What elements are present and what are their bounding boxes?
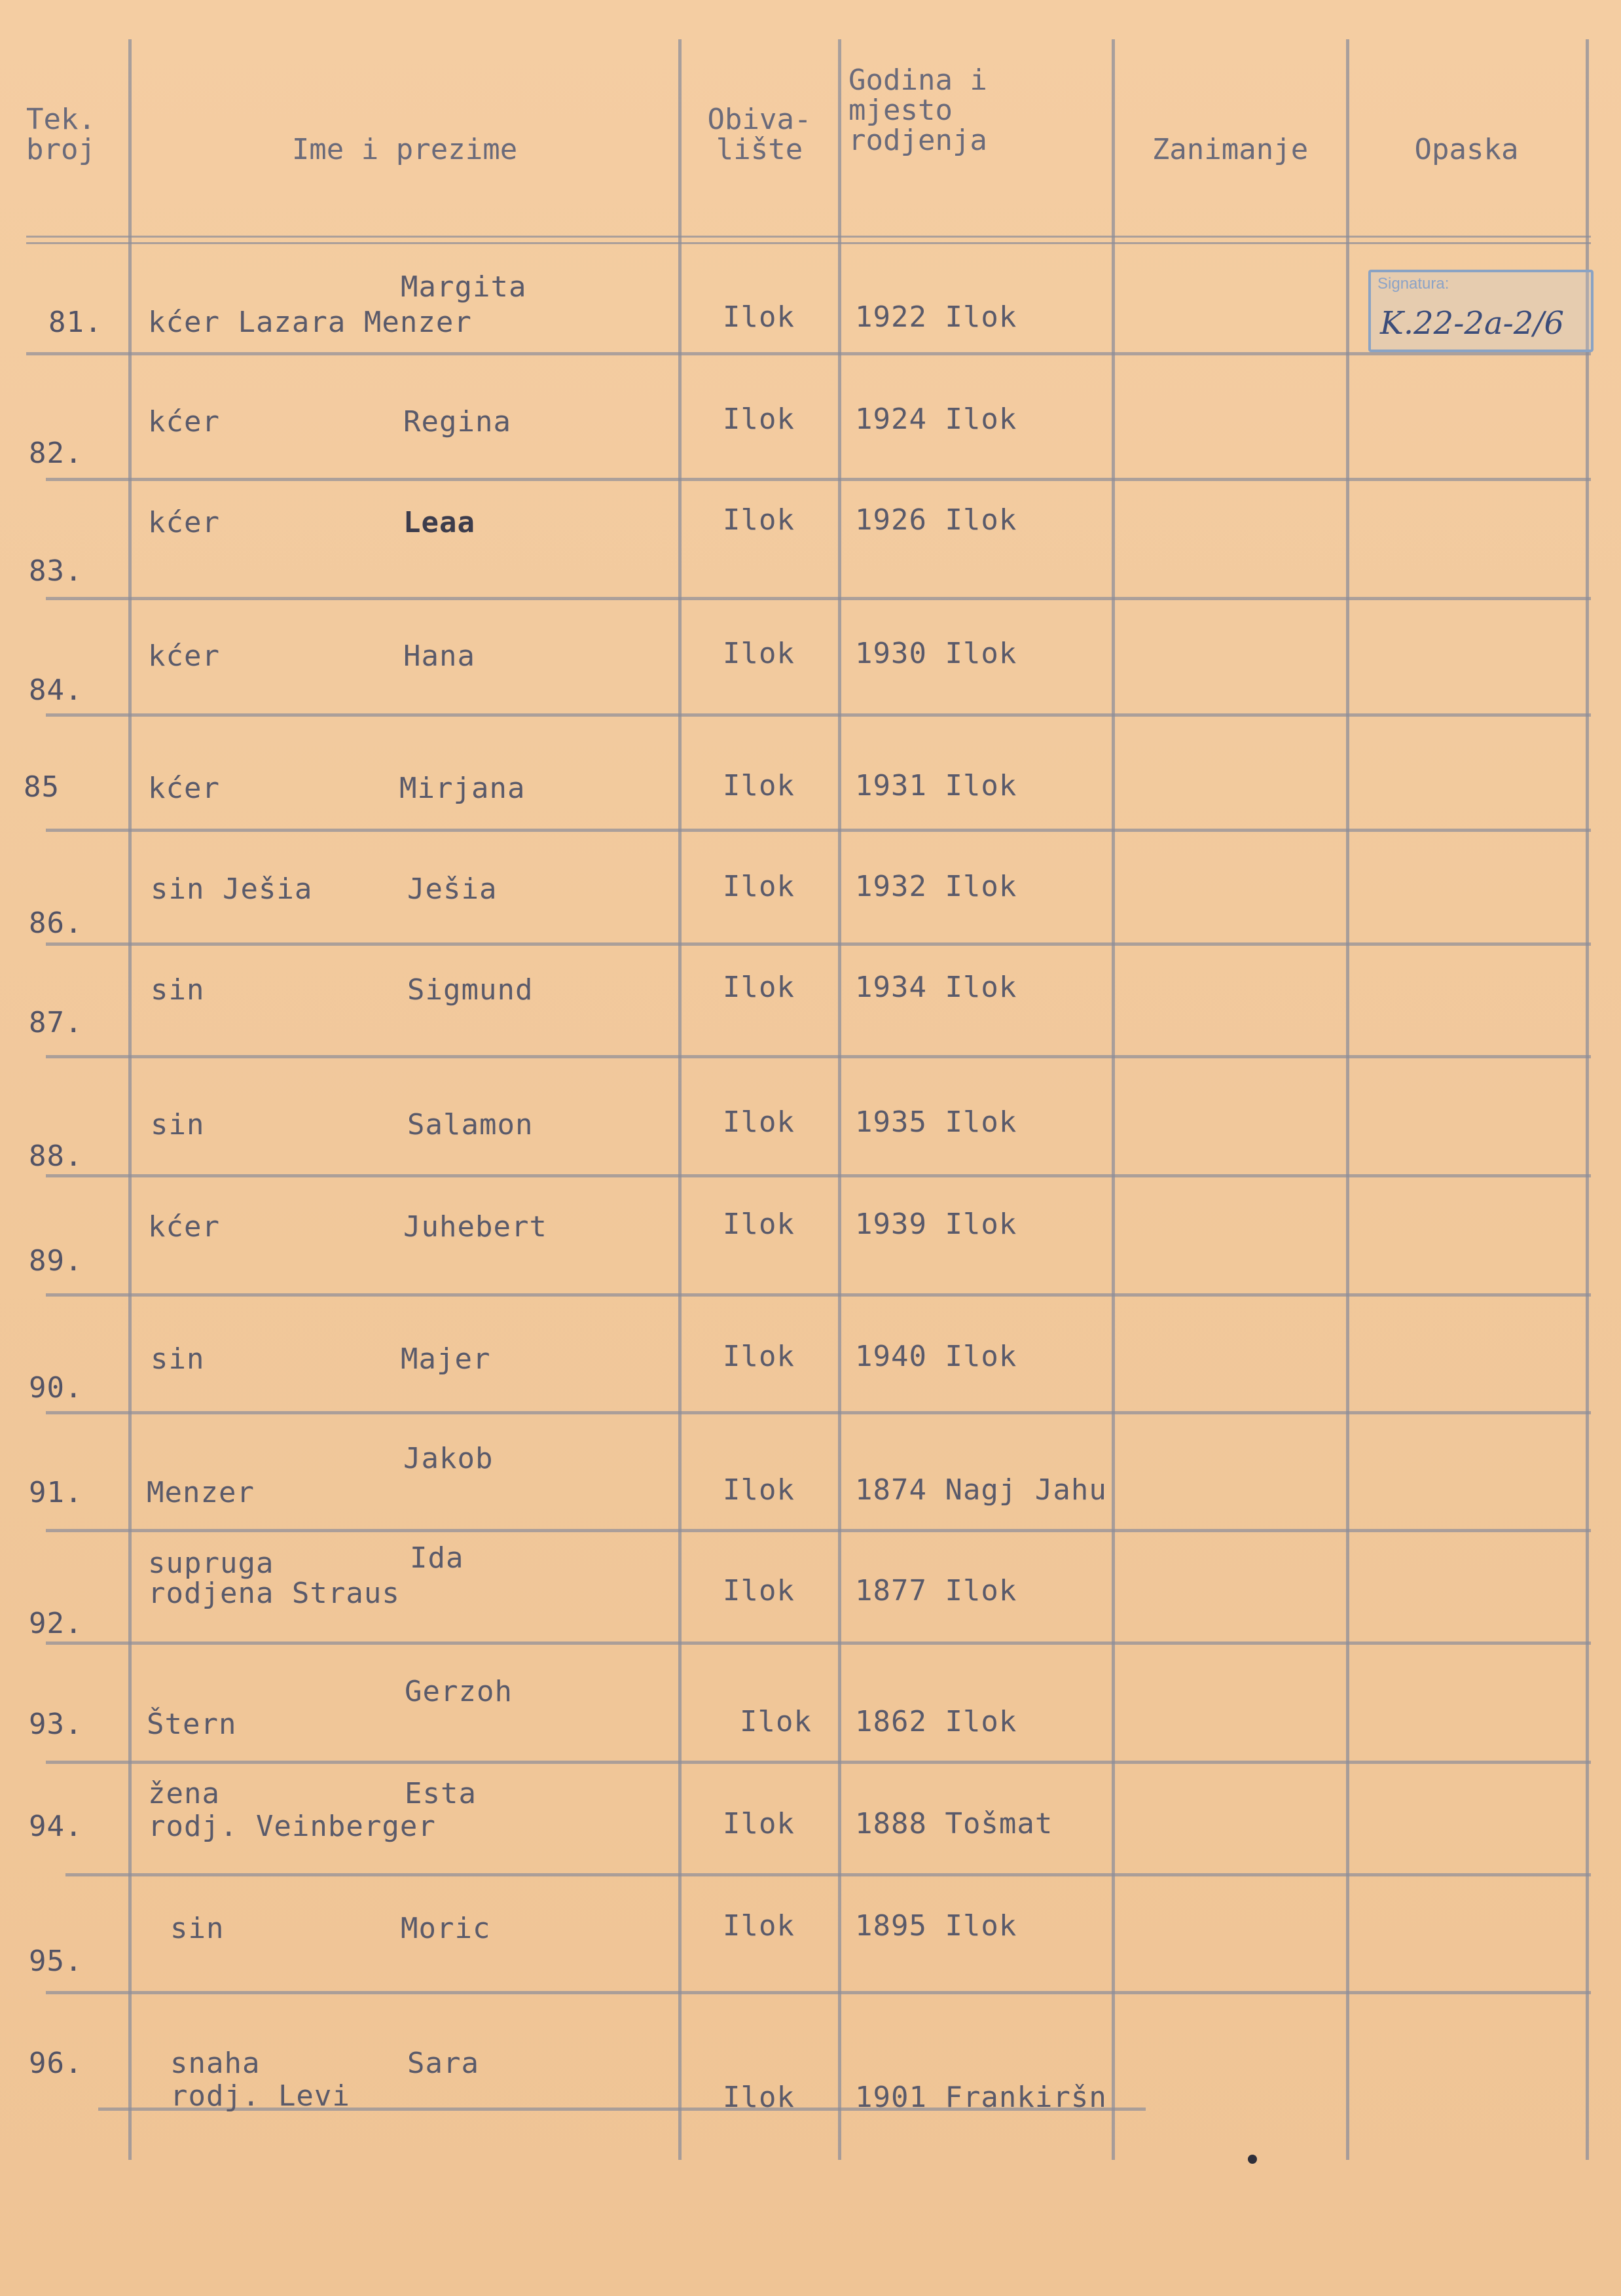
row-number: 81. bbox=[48, 306, 103, 339]
row-given-name: Esta bbox=[405, 1777, 477, 1810]
row-given-name: Regina bbox=[403, 405, 511, 439]
row-relation: sin bbox=[170, 1912, 225, 1945]
header-number: Tek. broj bbox=[26, 103, 96, 166]
row-relation: kćer bbox=[148, 1210, 220, 1244]
row-number: 95. bbox=[29, 1945, 83, 1978]
row-relation: sin bbox=[151, 1108, 205, 1141]
row-birth: 1935 Ilok bbox=[855, 1105, 1017, 1139]
row-birth: 1934 Ilok bbox=[855, 971, 1017, 1004]
row-residence: Ilok bbox=[723, 870, 795, 903]
row-rule bbox=[46, 1411, 1591, 1414]
row-number: 84. bbox=[29, 673, 83, 707]
row-birth: 1922 Ilok bbox=[855, 300, 1017, 334]
row-residence: Ilok bbox=[723, 503, 795, 537]
row-residence: Ilok bbox=[723, 1105, 795, 1139]
row-rule bbox=[46, 1641, 1591, 1645]
row-relation: kćer bbox=[148, 506, 220, 539]
row-given-name: Jakob bbox=[403, 1442, 494, 1475]
row-residence: Ilok bbox=[740, 1705, 812, 1738]
row-relation: žena rodj. Veinberger bbox=[148, 1777, 436, 1843]
column-rule bbox=[678, 39, 682, 2160]
row-rule bbox=[46, 1293, 1591, 1297]
row-relation: sin bbox=[151, 973, 205, 1007]
row-residence: Ilok bbox=[723, 971, 795, 1004]
row-residence: Ilok bbox=[723, 1807, 795, 1840]
row-given-name: Sara bbox=[407, 2047, 479, 2080]
row-rule bbox=[46, 713, 1591, 717]
row-rule bbox=[26, 352, 1591, 355]
row-number: 96. bbox=[29, 2047, 83, 2080]
row-residence: Ilok bbox=[723, 300, 795, 334]
row-given-name: Hana bbox=[403, 639, 475, 673]
row-birth: 1877 Ilok bbox=[855, 1574, 1017, 1607]
row-relation: kćer Lazara Menzer bbox=[148, 306, 472, 339]
row-number: 86. bbox=[29, 906, 83, 940]
row-birth: 1901 Frankiršn bbox=[855, 2081, 1107, 2114]
header-birth: Godina i mjesto rodjenja bbox=[848, 63, 987, 157]
column-rule bbox=[1586, 39, 1589, 2160]
row-given-name: Margita bbox=[401, 270, 527, 304]
header-rule bbox=[26, 236, 1591, 238]
row-number: 93. bbox=[29, 1708, 83, 1741]
row-birth: 1932 Ilok bbox=[855, 870, 1017, 903]
header-residence: Obiva- lište bbox=[707, 103, 812, 166]
row-relation: kćer bbox=[148, 772, 220, 805]
column-rule bbox=[1346, 39, 1349, 2160]
ink-dot bbox=[1248, 2155, 1257, 2164]
row-birth: 1862 Ilok bbox=[855, 1705, 1017, 1738]
row-rule bbox=[46, 1991, 1591, 1994]
row-rule bbox=[46, 478, 1591, 481]
row-number: 90. bbox=[29, 1371, 83, 1405]
row-relation: snaha rodj. Levi bbox=[170, 2047, 350, 2113]
row-birth: 1931 Ilok bbox=[855, 769, 1017, 802]
header-occupation: Zanimanje bbox=[1152, 133, 1309, 166]
column-rule bbox=[1112, 39, 1115, 2160]
row-given-name: Moric bbox=[401, 1912, 491, 1945]
row-residence: Ilok bbox=[723, 1340, 795, 1373]
row-relation: sin bbox=[151, 1342, 205, 1376]
row-number: 82. bbox=[29, 437, 83, 470]
header-name: Ime i prezime bbox=[291, 133, 518, 166]
row-rule bbox=[46, 1529, 1591, 1532]
row-rule bbox=[46, 1174, 1591, 1177]
row-residence: Ilok bbox=[723, 403, 795, 436]
row-residence: Ilok bbox=[723, 1473, 795, 1507]
row-relation: Menzer bbox=[147, 1476, 255, 1509]
row-given-name: Mirjana bbox=[399, 772, 526, 805]
row-given-name: Leaa bbox=[403, 506, 475, 539]
row-residence: Ilok bbox=[723, 637, 795, 670]
row-rule bbox=[46, 942, 1591, 946]
row-rule bbox=[46, 597, 1591, 600]
stamp-signature: K.22-2a-2/6 bbox=[1380, 305, 1565, 342]
row-given-name: Majer bbox=[401, 1342, 491, 1376]
stamp-label: Signatura: bbox=[1377, 275, 1449, 293]
row-birth: 1888 Tošmat bbox=[855, 1807, 1053, 1840]
row-number: 89. bbox=[29, 1244, 83, 1278]
row-rule bbox=[65, 1873, 1591, 1876]
row-residence: Ilok bbox=[723, 1574, 795, 1607]
row-residence: Ilok bbox=[723, 1208, 795, 1241]
row-given-name: Sigmund bbox=[407, 973, 534, 1007]
row-given-name: Gerzoh bbox=[405, 1675, 513, 1708]
row-birth: 1939 Ilok bbox=[855, 1208, 1017, 1241]
row-given-name: Ida bbox=[410, 1541, 464, 1575]
row-number: 85 bbox=[24, 770, 60, 804]
row-birth: 1926 Ilok bbox=[855, 503, 1017, 537]
row-birth: 1924 Ilok bbox=[855, 403, 1017, 436]
row-rule bbox=[46, 829, 1591, 832]
header-note: Opaska bbox=[1414, 133, 1519, 166]
row-rule bbox=[46, 1761, 1591, 1764]
row-birth: 1895 Ilok bbox=[855, 1909, 1017, 1943]
row-residence: Ilok bbox=[723, 769, 795, 802]
row-relation: supruga rodjena Straus bbox=[148, 1547, 400, 1610]
row-rule bbox=[46, 1055, 1591, 1058]
column-rule bbox=[128, 39, 132, 2160]
row-birth: 1930 Ilok bbox=[855, 637, 1017, 670]
row-relation: sin Ješia bbox=[151, 872, 313, 906]
row-number: 87. bbox=[29, 1006, 83, 1039]
row-residence: Ilok bbox=[723, 2081, 795, 2114]
archive-stamp bbox=[1368, 270, 1594, 352]
row-birth: 1940 Ilok bbox=[855, 1340, 1017, 1373]
row-relation: kćer bbox=[148, 405, 220, 439]
column-rule bbox=[838, 39, 841, 2160]
row-number: 88. bbox=[29, 1139, 83, 1173]
row-number: 94. bbox=[29, 1810, 83, 1843]
row-relation: Štern bbox=[147, 1708, 237, 1741]
row-residence: Ilok bbox=[723, 1909, 795, 1943]
row-given-name: Juhebert bbox=[403, 1210, 547, 1244]
row-number: 91. bbox=[29, 1476, 83, 1509]
row-given-name: Ješia bbox=[407, 872, 498, 906]
row-relation: kćer bbox=[148, 639, 220, 673]
row-number: 83. bbox=[29, 554, 83, 588]
row-number: 92. bbox=[29, 1607, 83, 1640]
row-birth: 1874 Nagj Jahu bbox=[855, 1473, 1107, 1507]
row-given-name: Salamon bbox=[407, 1108, 534, 1141]
